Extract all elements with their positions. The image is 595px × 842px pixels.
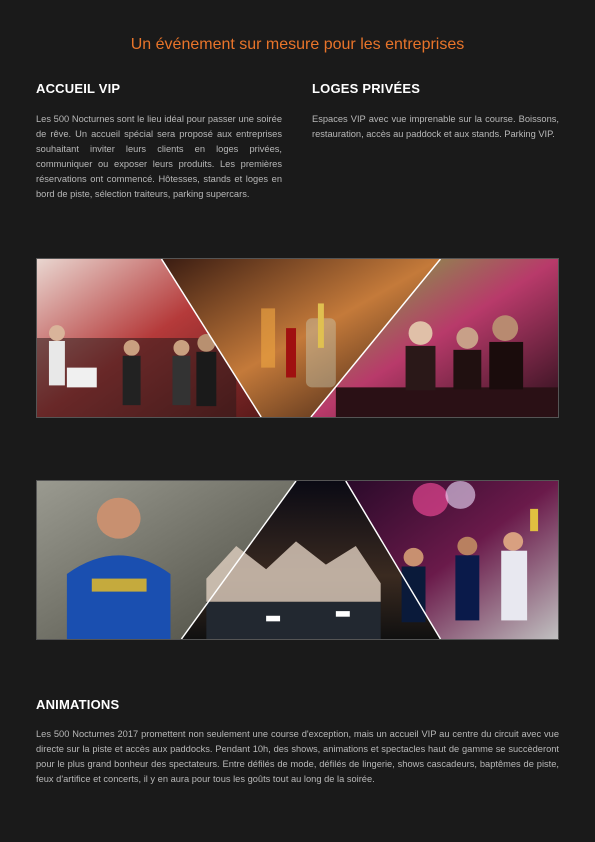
accueil-vip-text: Les 500 Nocturnes sont le lieu idéal pour passer une soirée de rêve. Un accueil spécial sera proposé aux entreprises souhaitant inviter leurs clients en loges privées, communiquer ou exposer leurs produits. Les premières réservations ont commencé. Hôtesses, stands et loges en bord de piste, sélection traiteurs, parking supercars. [36,114,282,199]
loges-privees-heading: LOGES PRIVÉES [312,81,421,96]
loges-privees-text: Espaces VIP avec vue imprenable sur la course. Boissons, restauration, accès au paddock et aux stands. Parking VIP. [312,114,559,139]
page-title: Un événement sur mesure pour les entreprises [130,36,465,53]
race-photo-collage [36,480,559,640]
animations-text: Les 500 Nocturnes 2017 promettent non seulement une course d'exception, mais un accueil VIP au centre du circuit avec vue directe sur la piste et accès aux paddocks. Pendant 10h, des shows, animations et spectacles haut de gamme se succèderont pour le plus grand bonheur des spectateurs. Entre défilés de mode, défilés de lingerie, shows cascadeurs, baptêmes de piste, feux d'artifice et concerts, il y en aura pour tous les goûts tout au long de la soirée. [36,729,559,784]
accueil-vip-heading: ACCUEIL VIP [36,81,121,96]
animations-heading: ANIMATIONS [36,697,120,712]
vip-photo-collage [36,258,559,418]
